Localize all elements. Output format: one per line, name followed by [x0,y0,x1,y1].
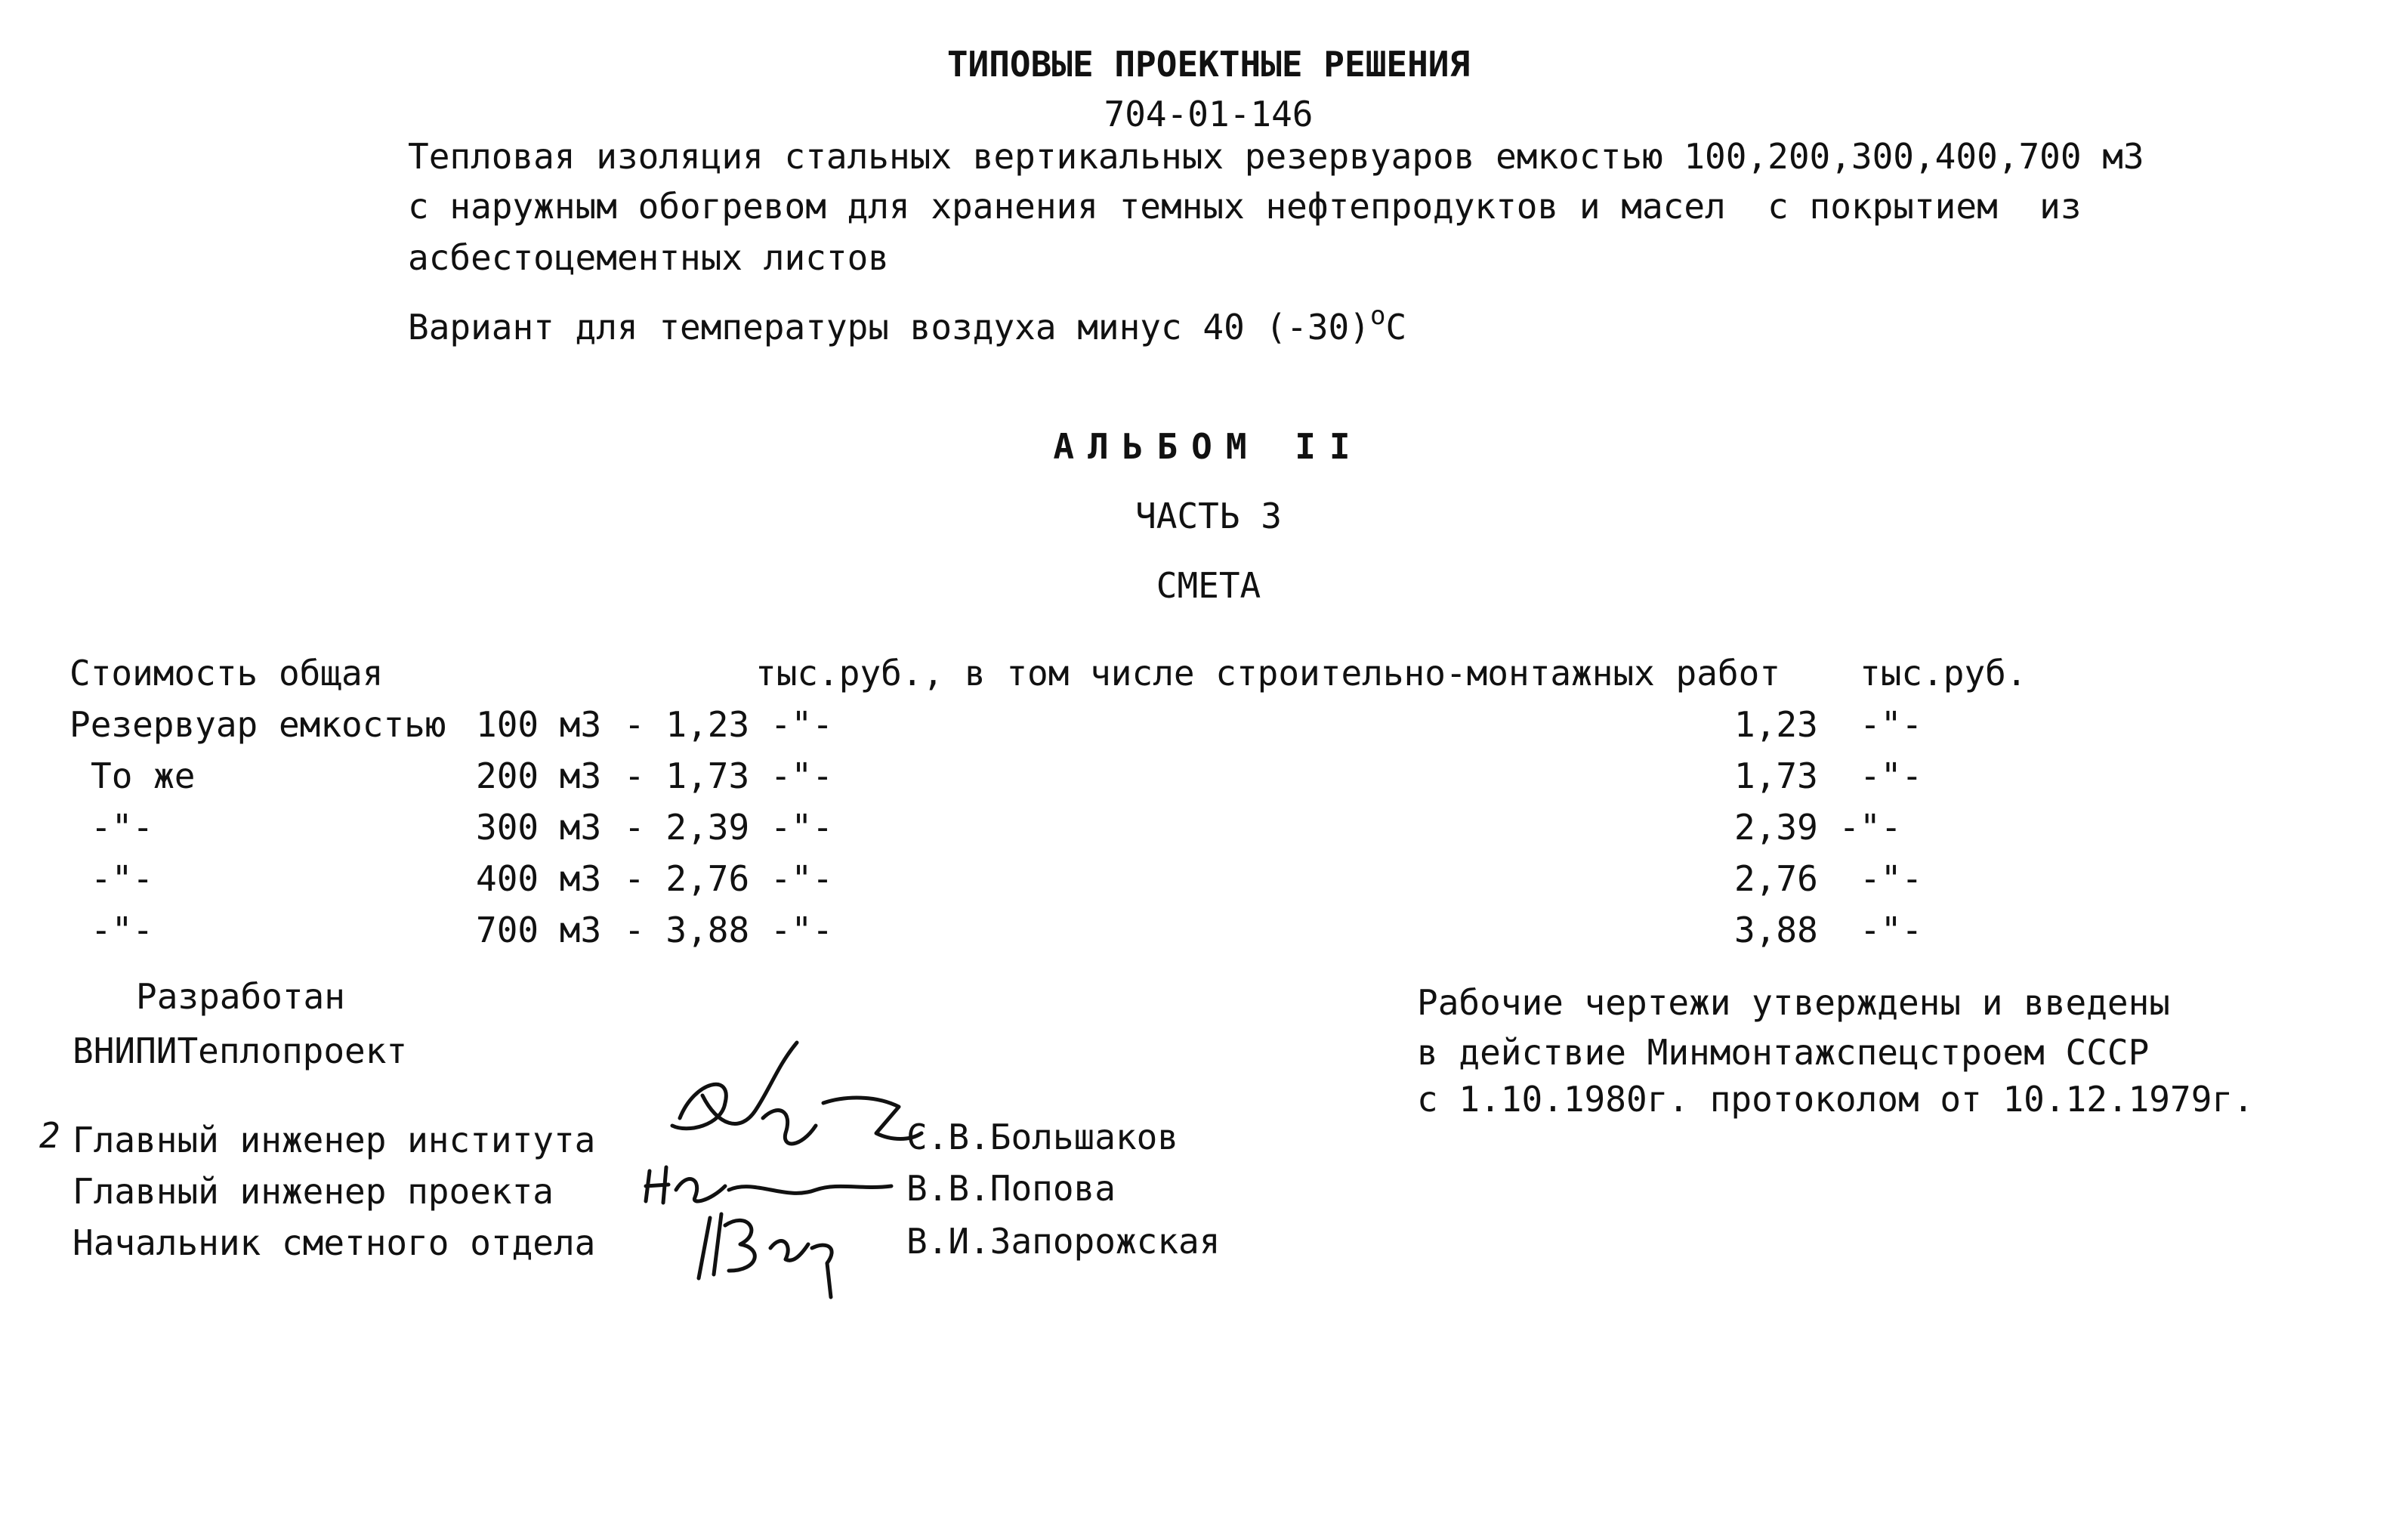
doc-label: СМЕТА [1156,565,1261,606]
approval-line-1: Рабочие чертежи утверждены и введены [1417,982,2170,1023]
row-total: - 2,39 -"- [624,807,833,848]
signatory-role: Главный инженер института [73,1120,596,1160]
project-number: 704-01-146 [1104,94,1314,134]
row-smr: 2,76 -"- [1734,858,1923,899]
cost-header-right: тыс.руб. [1860,653,2027,694]
signatory-name: В.В.Попова [906,1168,1116,1209]
title-line-3: асбестоцементных листов [408,237,889,278]
row-total: - 2,76 -"- [624,858,833,899]
part-label: ЧАСТЬ 3 [1135,496,1282,536]
variant-unit: С [1385,307,1407,348]
row-total: - 1,73 -"- [624,755,833,796]
album-label: АЛЬБОМ II [1053,426,1364,467]
cost-header-middle: тыс.руб., в том числе строительно-монтажных работ [755,653,1781,694]
approval-line-3: с 1.10.1980г. протоколом от 10.12.1979г. [1417,1079,2254,1120]
title-line-1: Тепловая изоляция стальных вертикальных резервуаров емкостью 100,200,300,400,700 м3 [408,136,2144,177]
developed-by-label: Разработан [136,976,345,1017]
row-total: - 3,88 -"- [624,910,833,950]
row-label: -"- [91,807,154,848]
row-volume: 200 м3 [476,755,602,796]
row-label: -"- [91,910,154,950]
variant-text: Вариант для температуры воздуха минус 40 (-30) [408,307,1370,348]
row-label: Резервуар емкостью [69,704,446,745]
degree-mark: о [1369,301,1386,331]
row-volume: 700 м3 [476,910,602,950]
margin-mark: 2 [39,1115,60,1156]
signatory-name: С.В.Большаков [906,1117,1179,1157]
row-label: То же [91,755,196,796]
row-volume: 300 м3 [476,807,602,848]
row-volume: 100 м3 [476,704,602,745]
row-smr: 1,73 -"- [1734,755,1923,796]
signature-zaporozhskaya-icon [687,1203,854,1301]
cost-header-left: Стоимость общая [69,653,384,694]
row-volume: 400 м3 [476,858,602,899]
row-smr: 1,23 -"- [1734,704,1923,745]
title-line-2: с наружным обогревом для хранения темных нефтепродуктов и масел с покрытием из [408,186,2082,227]
signatory-role: Главный инженер проекта [73,1171,554,1212]
series-title: ТИПОВЫЕ ПРОЕКТНЫЕ РЕШЕНИЯ [946,44,1471,85]
approval-line-2: в действие Минмонтажспецстроем СССР [1417,1032,2150,1073]
row-smr: 3,88 -"- [1734,910,1923,950]
row-label: -"- [91,858,154,899]
developer-organization: ВНИПИТеплопроект [73,1030,408,1071]
row-total: - 1,23 -"- [624,704,833,745]
signatory-name: В.И.Запорожская [906,1221,1221,1262]
variant-line [408,301,1407,348]
signatory-role: Начальник сметного отдела [73,1222,596,1263]
row-smr: 2,39 -"- [1734,807,1902,848]
signature-bolshakov-icon [650,1035,937,1163]
